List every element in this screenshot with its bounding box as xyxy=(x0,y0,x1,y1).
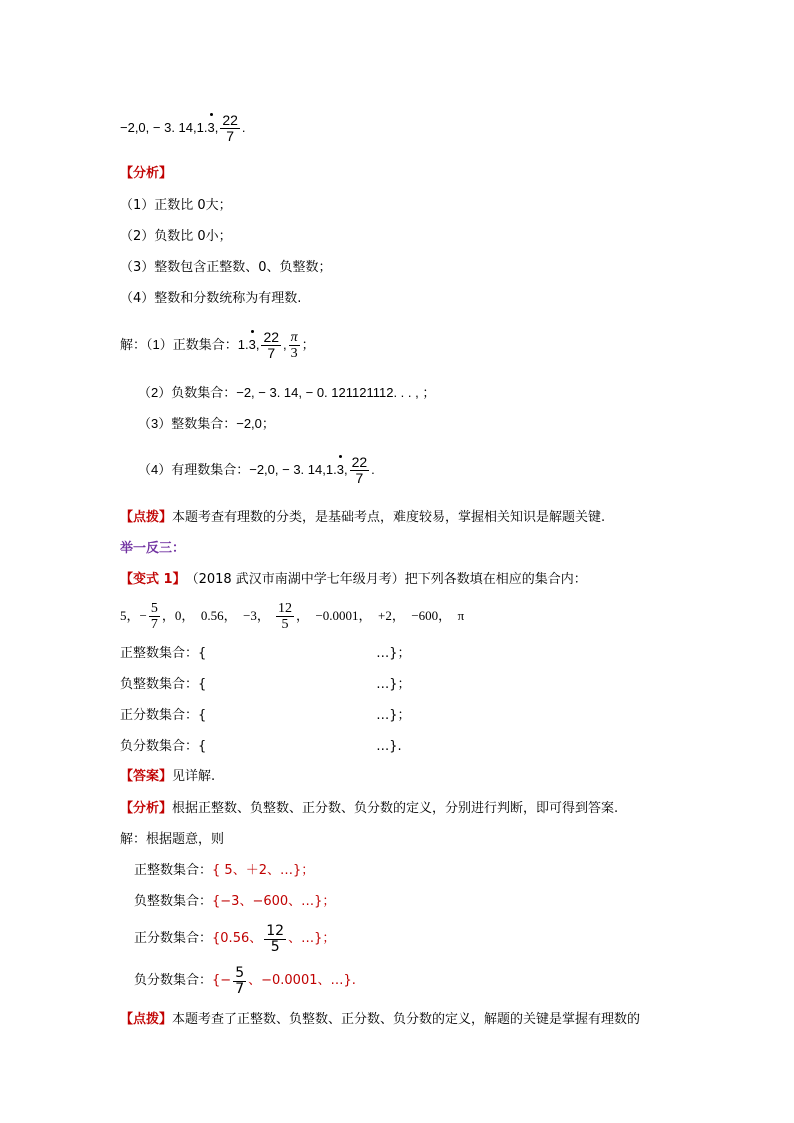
numbers-part: 5，− xyxy=(120,608,147,623)
set-label: 正整数集合： xyxy=(134,863,213,878)
fraction-22-7 xyxy=(261,330,281,361)
numerator: 12 xyxy=(266,922,285,939)
dianbo-label: 【点拨】 xyxy=(120,510,173,525)
set-label: 负整数集合： xyxy=(134,894,213,909)
set-label: 负分数集合：{ xyxy=(120,739,207,754)
fraction-22-7 xyxy=(350,455,370,486)
solution-2-negative-fractions xyxy=(134,961,356,1001)
set-label: 正分数集合：{ xyxy=(120,708,207,723)
solution-1-positive xyxy=(120,327,315,363)
blank-set-positive-integers xyxy=(120,646,411,662)
denominator: 3 xyxy=(290,345,298,361)
analysis-label: 【分析】 xyxy=(120,166,173,181)
denominator: 5 xyxy=(281,616,289,632)
solution-2-positive-fractions xyxy=(134,919,335,959)
answer-text: 见详解. xyxy=(172,769,216,784)
set-answer-part: 、−0.0001、…}. xyxy=(248,973,356,988)
numerator: 12 xyxy=(277,600,292,616)
numerator: 22 xyxy=(263,328,280,345)
blank-set-positive-fractions xyxy=(120,708,411,724)
analysis-item-1: （1）正数比 0大； xyxy=(120,198,232,213)
analysis-text: 根据正整数、负整数、正分数、负分数的定义，分别进行判断，即可得到答案. xyxy=(172,801,619,816)
analysis-2 xyxy=(120,801,618,817)
set-label: 正整数集合：{ xyxy=(120,646,207,661)
variant-label: 【变式 1】 xyxy=(120,572,186,587)
dianbo-1 xyxy=(120,510,605,526)
numerator: 5 xyxy=(150,600,158,616)
solution-2-intro: 解：根据题意，则 xyxy=(120,832,225,847)
set-label: 正分数集合： xyxy=(134,931,213,946)
solution-prefix: （4）有理数集合： xyxy=(138,462,250,477)
repeating-digit: 3 xyxy=(207,120,215,135)
solution-2-negative-integers xyxy=(134,894,335,910)
denominator: 7 xyxy=(355,469,364,486)
value-text: −2,0, − 3. 14,1. xyxy=(249,462,337,477)
blank-set-negative-fractions xyxy=(120,739,402,755)
solution-1-rational xyxy=(138,452,375,488)
set-label: 负分数集合： xyxy=(134,973,213,988)
comma: , xyxy=(343,462,348,477)
period: . xyxy=(241,120,246,135)
denominator: 7 xyxy=(267,344,276,361)
variant-1 xyxy=(120,572,587,588)
answer-label: 【答案】 xyxy=(120,769,173,784)
numbers-part: ， −0.0001， +2， −600， π xyxy=(295,608,465,623)
set-answer: { 5、＋2、…}； xyxy=(212,863,315,878)
analysis-item-4: （4）整数和分数统称为有理数. xyxy=(120,291,302,306)
fraction-12-5 xyxy=(276,601,294,632)
denominator: 5 xyxy=(270,938,280,955)
dianbo-label: 【点拨】 xyxy=(120,1012,173,1027)
variant-text: （2018 武汉市南湖中学七年级月考）把下列各数填在相应的集合内： xyxy=(185,572,587,587)
numerator: π xyxy=(290,329,298,345)
top-expression-text: −2,0, − 3. 14,1. xyxy=(120,120,208,135)
numbers-part: ，0， 0.56， −3， xyxy=(161,608,270,623)
denominator: 7 xyxy=(235,980,245,997)
set-end: …}； xyxy=(376,646,411,661)
set-answer-part: {− xyxy=(212,973,232,988)
denominator: 7 xyxy=(226,127,235,144)
set-end: …}； xyxy=(376,708,411,723)
blank-set-negative-integers xyxy=(120,677,411,693)
numerator: 22 xyxy=(351,453,368,470)
numerator: 5 xyxy=(235,964,245,981)
comma: , xyxy=(283,337,287,352)
analysis-label: 【分析】 xyxy=(120,801,173,816)
semicolon: ； xyxy=(301,337,315,352)
solution-2-positive-integers xyxy=(134,863,314,879)
solution-prefix: 解：（1）正数集合： xyxy=(120,337,238,352)
numbers-list xyxy=(120,598,464,634)
set-answer: {−3、−600、…}； xyxy=(212,894,336,909)
solution-1-negative: （2）负数集合：−2, − 3. 14, − 0. 121121112. . . , ； xyxy=(138,385,436,400)
juyi-heading: 举一反三： xyxy=(120,541,186,556)
dianbo-text: 本题考查有理数的分类，是基础考点，难度较易，掌握相关知识是解题关键. xyxy=(172,510,606,525)
analysis-item-3: （3）整数包含正整数、0、负整数； xyxy=(120,260,332,275)
period: . xyxy=(371,462,375,477)
dianbo-2 xyxy=(120,1012,640,1028)
comma: , xyxy=(214,120,219,135)
fraction-5-7 xyxy=(233,966,246,997)
denominator: 7 xyxy=(150,616,158,632)
comma: , xyxy=(255,337,260,352)
solution-1-integer: （3）整数集合：−2,0； xyxy=(138,416,275,431)
repeating-digit: 3 xyxy=(248,337,256,352)
analysis-item-2: （2）负数比 0小； xyxy=(120,229,232,244)
fraction-5-7 xyxy=(149,601,160,632)
set-end: …}. xyxy=(376,739,402,754)
value-text: 1. xyxy=(237,337,249,352)
repeating-digit: 3 xyxy=(336,462,344,477)
set-label: 负整数集合：{ xyxy=(120,677,207,692)
set-answer-part: {0.56、 xyxy=(212,931,263,946)
fraction-pi-3 xyxy=(289,330,300,361)
answer xyxy=(120,769,215,785)
set-end: …}； xyxy=(376,677,411,692)
fraction-22-7 xyxy=(220,113,240,144)
set-answer-part: 、…}； xyxy=(288,931,336,946)
numerator: 22 xyxy=(222,111,238,128)
top-expression xyxy=(120,110,246,146)
fraction-12-5 xyxy=(264,924,286,955)
dianbo-text: 本题考查了正整数、负整数、正分数、负分数的定义，解题的关键是掌握有理数的 xyxy=(172,1012,641,1027)
